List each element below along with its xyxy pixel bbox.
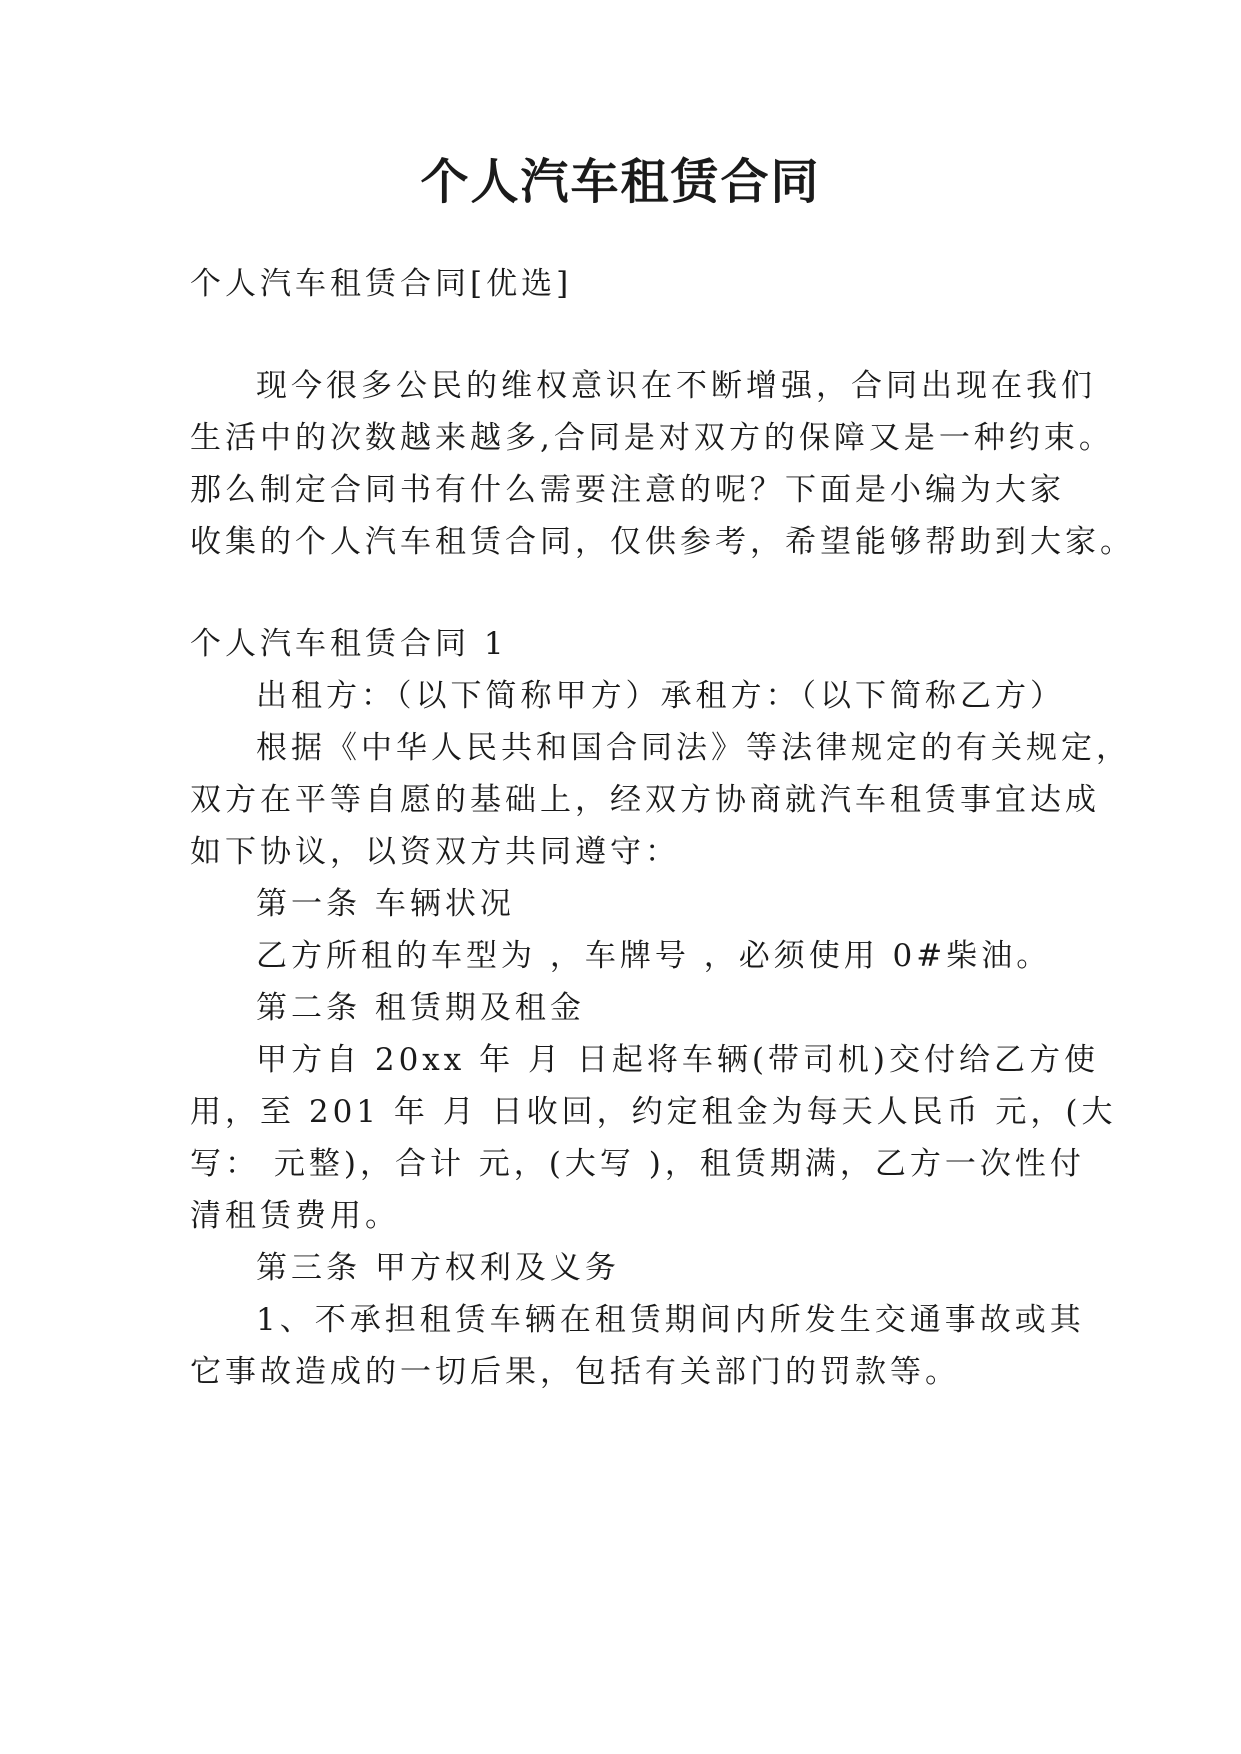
body-line: 1、不承担租赁车辆在租赁期间内所发生交通事故或其 xyxy=(256,1302,1085,1338)
body-line: 根据《中华人民共和国合同法》等法律规定的有关规定， xyxy=(256,730,1131,766)
intro-line: 那么制定合同书有什么需要注意的呢？下面是小编为大家 xyxy=(190,472,1065,508)
section-heading: 个人汽车租赁合同 1 xyxy=(190,626,508,662)
intro-line: 现今很多公民的维权意识在不断增强，合同出现在我们 xyxy=(256,368,1096,404)
body-line: 写： 元整)，合计 元，(大写 )，租赁期满，乙方一次性付 xyxy=(190,1146,1085,1182)
body-line: 出租方：（以下简称甲方）承租方：（以下简称乙方） xyxy=(256,678,1065,714)
body-line: 清租赁费用。 xyxy=(190,1198,400,1234)
document-subtitle: 个人汽车租赁合同[优选] xyxy=(190,266,573,302)
article-heading: 第二条 租赁期及租金 xyxy=(256,990,585,1026)
document-title: 个人汽车租赁合同 xyxy=(420,154,821,210)
body-line: 用，至 201 年 月 日收回，约定租金为每天人民币 元，(大 xyxy=(190,1094,1117,1130)
article-heading: 第一条 车辆状况 xyxy=(256,886,515,922)
body-line: 乙方所租的车型为 ，车牌号 ，必须使用 0#柴油。 xyxy=(256,938,1052,974)
body-line: 它事故造成的一切后果，包括有关部门的罚款等。 xyxy=(190,1354,960,1390)
body-line: 甲方自 20xx 年 月 日起将车辆(带司机)交付给乙方使 xyxy=(256,1042,1100,1078)
intro-line: 收集的个人汽车租赁合同，仅供参考，希望能够帮助到大家。 xyxy=(190,524,1135,560)
body-line: 双方在平等自愿的基础上，经双方协商就汽车租赁事宜达成 xyxy=(190,782,1100,818)
body-line: 如下协议，以资双方共同遵守： xyxy=(190,834,680,870)
intro-line: 生活中的次数越来越多,合同是对双方的保障又是一种约束。 xyxy=(190,420,1114,456)
article-heading: 第三条 甲方权利及义务 xyxy=(256,1250,620,1286)
